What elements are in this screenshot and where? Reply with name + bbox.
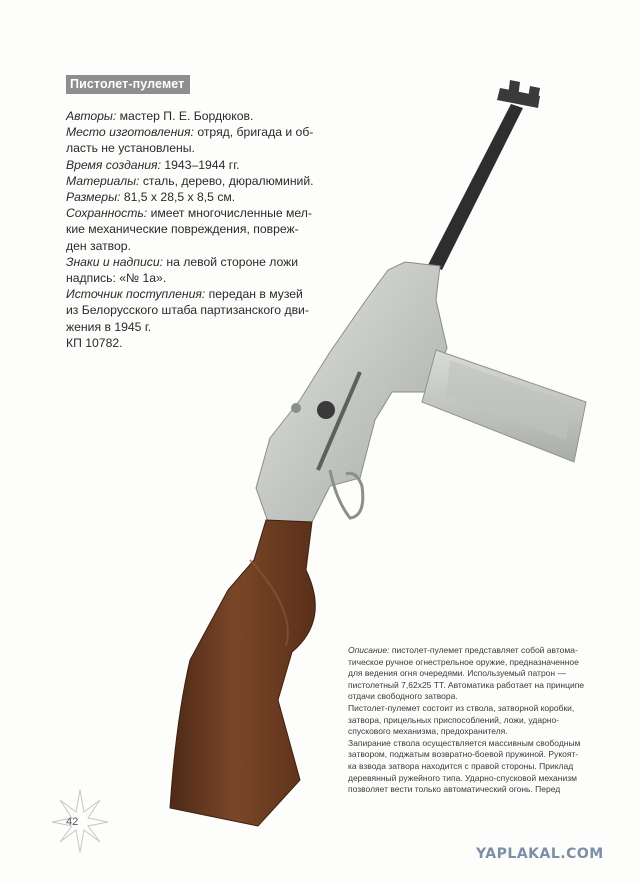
wooden-stock [170,520,315,826]
description-line: отдачи свободного затвора. [348,691,458,702]
spec-line: ден затвор. [66,238,131,253]
spec-line: Материалы: сталь, дерево, дюралюминий. [66,173,314,188]
spec-line: ласть не установлены. [66,141,195,156]
description-line: затвора, прицельных приспособлений, ложи, ударно- [348,714,560,725]
page-number: 42 [66,816,79,828]
spec-line: Знаки и надписи: на левой стороне ложи [66,254,299,269]
section-title: Пистолет-пулемет [66,75,190,94]
description-line: затвором, поджатым возвратно-боевой пружиной. Рукоят- [348,749,579,760]
description-line: Описание: пистолет-пулемет представляет собой автома- [348,645,578,655]
spec-line: кие механические повреждения, повреж- [66,222,299,237]
spec-line: Сохранность: имеет многочисленные мел- [66,206,312,221]
spec-line: из Белорусского штаба партизанского дви- [66,303,309,318]
description-line: деревянный ружейного типа. Ударно-спусковой механизм [348,772,577,783]
cocking-knob [317,401,335,419]
watermark: YAPLAKAL.COM [476,846,604,862]
description-line: спускового механизма, предохранителя. [348,726,508,737]
page-number-ornament [52,790,108,852]
spec-line: Время создания: 1943–1944 гг. [66,157,240,172]
description-line: ка взвода затвора находится с правой стороны. Приклад [348,760,574,771]
description-line: позволяет вести только автоматический огонь. Перед [348,784,561,795]
description-line: Запирание ствола осуществляется массивным свободным [348,737,581,748]
description-line: пистолетный 7,62х25 ТТ. Автоматика работает на принципе [348,679,585,690]
description-line: Пистолет-пулемет состоит из ствола, затворной коробки, [348,702,575,713]
spec-line: Место изготовления: отряд, бригада и об- [66,125,314,140]
description-block [348,645,608,796]
description-line: тическое ручное огнестрельное оружие, предназначенное [348,656,579,667]
description-line: для ведения огня очередями. Используемый патрон — [348,668,566,679]
spec-line: Источник поступления: передан в музей [66,287,303,302]
spec-line: жения в 1945 г. [66,319,152,334]
spec-line: КП 10782. [66,335,123,350]
barrel [428,104,523,270]
spec-line: Размеры: 81,5 х 28,5 х 8,5 см. [66,190,236,205]
spec-line: надпись: «№ 1а». [66,271,167,286]
spec-line: Авторы: мастер П. Е. Бордюков. [66,109,254,123]
